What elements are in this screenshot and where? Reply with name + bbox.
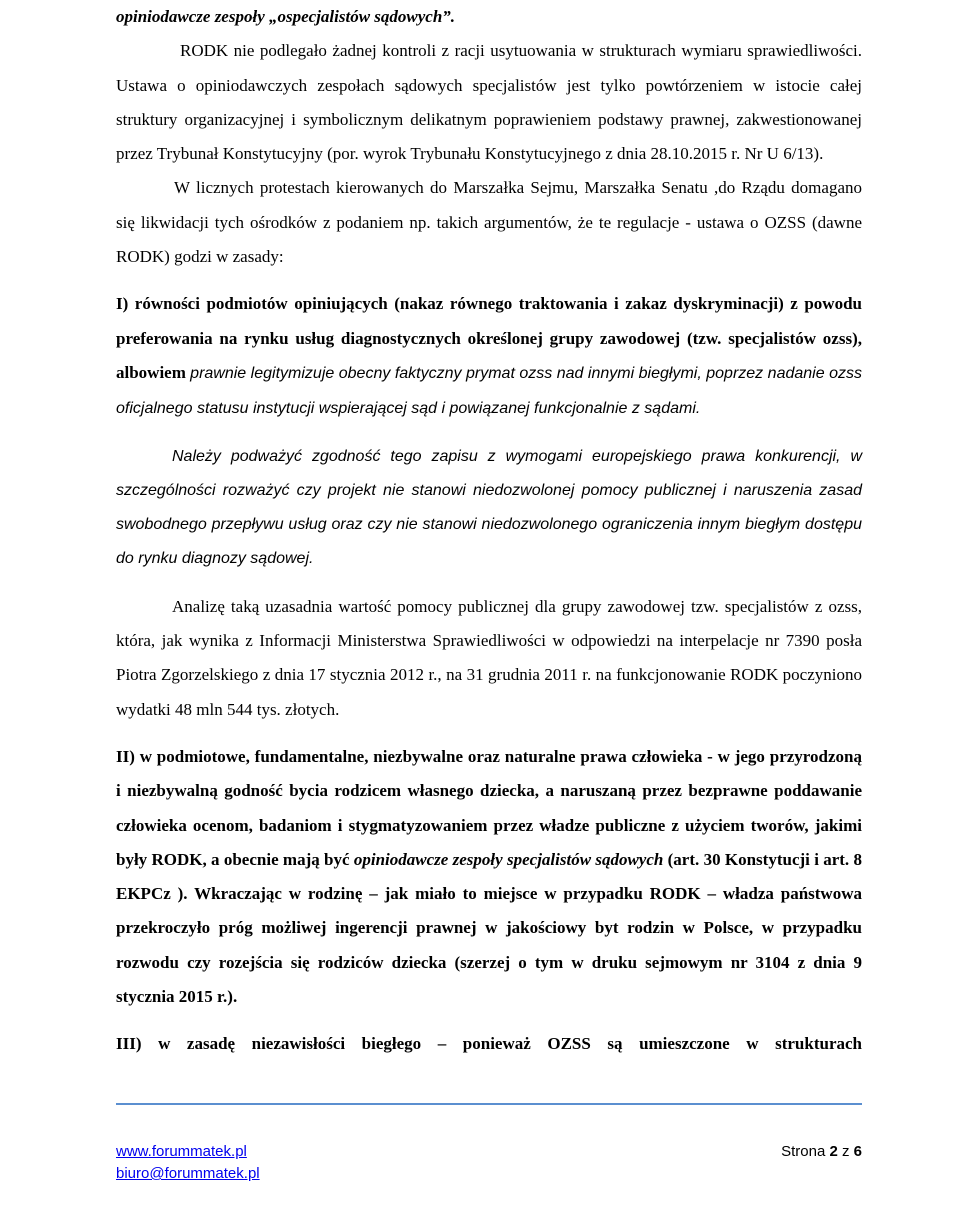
paragraph-competition-law xyxy=(116,440,862,577)
text-run: W licznych protestach kierowanych do Marszałka Sejmu, Marszałka Senatu ,do Rządu domagano się likwidacji tych ośrodków z podaniem np. takich argumentów, że te regulacje - ustawa o OZSS (dawne RODK) godzi w zasady: xyxy=(116,178,862,267)
total-pages: 6 xyxy=(853,1143,862,1160)
text-run-bold-italic: opiniodawcze zespoły specjalistów sądowych xyxy=(353,849,664,869)
page-number xyxy=(781,1141,862,1163)
footer-website-link[interactable]: www.forummatek.pl xyxy=(116,1143,247,1160)
paragraph-public-aid xyxy=(116,590,862,727)
paragraph-point-2 xyxy=(116,740,862,1014)
text-run: Należy podważyć zgodność tego zapisu z wymogami europejskiego prawa konkurencji, w szczególności rozważyć czy projekt nie stanowi niedozwolonej pomocy publicznej i naruszenia zasad swobodnego przepływu usług oraz czy nie stanowi niedozwolonego ograniczenia innym biegłym dostępu do rynku diagnozy sądowej. xyxy=(116,447,862,568)
text-run-bold: III) w zasadę niezawisłości biegłego – ponieważ OZSS są umieszczone w strukturach xyxy=(116,1034,862,1054)
footer-email-link[interactable]: biuro@forummatek.pl xyxy=(116,1165,260,1182)
text-run-bold: (art. 30 Konstytucji i art. 8 EKPCz ). Wkraczając w rodzinę – jak miało to miejsce w przypadku RODK – władza państwowa przekroczyło próg możliwej ingerencji prawnej w jakościowy byt rodzin w Polsce, w przypadku rozwodu czy rozejścia się rodziców dziecka (szerzej o tym w druku sejmowym nr 3104 z dnia 9 stycznia 2015 r.). xyxy=(116,849,862,1007)
page-separator: z xyxy=(841,1143,850,1160)
page-label: Strona xyxy=(781,1143,826,1160)
paragraph-point-1 xyxy=(116,287,862,426)
page-footer xyxy=(116,1141,862,1185)
paragraph-protests xyxy=(116,171,862,274)
text-run-bold: II) w podmiotowe, fundamentalne, niezbywalne oraz naturalne prawa człowieka - w jego przyrodzoną i niezbywalną godność bycia rodzicem własnego dziecka, a naruszaną przez bezprawne poddawanie człowieka ocenom, badaniom i stygmatyzowaniem przez władze publiczne z użyciem tworów, jakimi były RODK, a obecnie mają być xyxy=(116,746,862,869)
document-body xyxy=(116,0,862,1062)
paragraph-heading-fragment xyxy=(116,0,862,34)
footer-divider xyxy=(116,1103,862,1105)
text-run: opiniodawcze zespoły „ospecjalistów sądowych”. xyxy=(116,7,456,26)
current-page: 2 xyxy=(829,1143,838,1160)
paragraph-point-3 xyxy=(116,1027,862,1061)
text-run: Analizę taką uzasadnia wartość pomocy publicznej dla grupy zawodowej tzw. specjalistów z ozss, która, jak wynika z Informacji Ministerstwa Sprawiedliwości w odpowiedzi na interpelacje nr 7390 posła Piotra Zgorzelskiego z dnia 17 stycznia 2012 r., na 31 grudnia 2011 r. na funkcjonowanie RODK poczyniono wydatki 48 mln 544 tys. złotych. xyxy=(116,596,862,719)
text-run-bold: I) równości podmiotów opiniujących (nakaz równego traktowania i zakaz dyskryminacji) z powodu preferowania na rynku usług diagnostycznych określonej grupy zawodowej (tzw. specjalistów ozss), albowiem xyxy=(116,294,862,382)
paragraph-rodk xyxy=(116,34,862,171)
text-run: RODK nie podlegało żadnej kontroli z racji usytuowania w strukturach wymiaru sprawiedliwości. Ustawa o opiniodawczych zespołach sądowych specjalistów jest tylko powtórzeniem w istocie całej struktury organizacyjnej i symbolicznym delikatnym poprawieniem podstawy prawnej, zakwestionowanej przez Trybunał Konstytucyjny (por. wyrok Trybunału Konstytucyjnego z dnia 28.10.2015 r. Nr U 6/13). xyxy=(116,41,862,164)
text-run-italic: prawnie legitymizuje obecny faktyczny prymat ozss nad innymi biegłymi, poprzez nadanie ozss oficjalnego statusu instytucji wspierającej sąd i powiązanej funkcjonalnie z sądami. xyxy=(116,364,862,418)
